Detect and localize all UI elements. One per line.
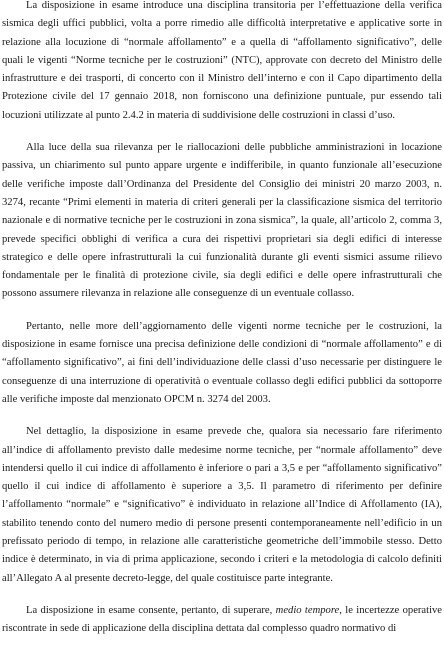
paragraph-4: Nel dettaglio, la disposizione in esame prevede che, qualora sia necessario fare riferimento all’indice di affollamento previsto dalle medesime norme tecniche, per “normale affollamento” deve intendersi quello il cui indice di affollamento è inferiore o pari a 3,5 e per “affollamento significativo” quello il cui indice di affollamento è superiore a 3,5. Il parametro di riferimento per definire l’affollamento “normale” e “significativo” è individuato in relazione all’Indice di Affollamento (IA), stabilito tenendo conto del numero medio di persone presenti contemporaneamente nell’edificio in un prefissato periodo di tempo, in relazione alle caratteristiche geometriche dell’immobile stesso. Detto indice è determinato, in via di prima applicazione, secondo i criteri e la metodologia di calcolo definiti all’Allegato A al presente decreto-legge, del quale costituisce parte integrante. [2, 426, 442, 584]
paragraph-5-emphasis: medio tempore [275, 604, 340, 616]
paragraph-1: La disposizione in esame introduce una disciplina transitoria per l’effettuazione della verifica sismica degli uffici pubblici, volta a porre rimedio alle difficoltà interpretative e applicative sorte in relazione alla locuzione di “normale affollamento” e a quella di “affollamento significativo”, delle quali le vigenti “Norme tecniche per le costruzioni” (NTC), approvate con decreto del Ministro delle infrastrutture e dei trasporti, di concerto con il Ministro dell’interno e con il Capo dipartimento della Protezione civile del 17 gennaio 2018, non forniscono una definizione puntuale, pur essendo tali locuzioni utilizzate al punto 2.4.2 in materia di suddivisione delle costruzioni in classi d’uso. [2, 0, 442, 121]
paragraph-5-text-after: , le incertezze operative riscontrate in sede di applicazione della disciplina dettata dal complesso quadro normativo di [2, 604, 443, 635]
paragraph-3: Pertanto, nelle more dell’aggiornamento delle vigenti norme tecniche per le costruzioni, la disposizione in esame fornisce una precisa definizione delle condizioni di “normale affollamento” e di “affollamento significativo”, ai fini dell’individuazione delle classi d’uso necessarie per distinguere le conseguenze di una interruzione di operatività o eventuale collasso degli edifici pubblici da sottoporre alle verifiche imposte dal menzionato OPCM n. 3274 del 2003. [2, 320, 442, 405]
paragraph-5-text-before: La disposizione in esame consente, pertanto, di superare, [26, 604, 276, 616]
paragraph-5 [2, 602, 442, 639]
paragraph-2: Alla luce della sua rilevanza per le riallocazioni delle pubbliche amministrazioni in locazione passiva, un chiarimento sul punto appare urgente e indifferibile, in quanto funzionale all’esecuzione delle verifiche imposte dall’Ordinanza del Presidente del Consiglio dei ministri 20 marzo 2003, n. 3274, recante “Primi elementi in materia di criteri generali per la classificazione sismica del territorio nazionale e di normative tecniche per le costruzioni in zona sismica”, la quale, all’articolo 2, comma 3, prevede specifici obblighi di verifica a cura dei rispettivi proprietari sia degli edifici di interesse strategico e delle opere infrastrutturali la cui funzionalità durante gli eventi sismici assume rilievo fondamentale per le finalità di protezione civile, sia degli edifici e delle opere infrastrutturali che possono assumere rilevanza in relazione alle conseguenze di un eventuale collasso. [2, 142, 442, 300]
